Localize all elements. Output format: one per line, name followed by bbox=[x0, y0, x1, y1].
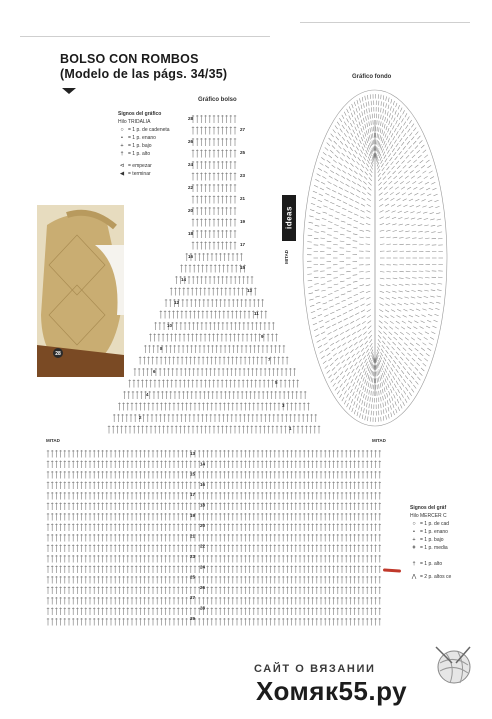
row-number: 4 bbox=[146, 392, 149, 397]
row-number: 28 bbox=[188, 116, 194, 121]
base-mitad-label: MITAD bbox=[284, 250, 289, 264]
bag-photo bbox=[37, 205, 124, 377]
row-number: 14 bbox=[181, 277, 187, 282]
row-number: 5 bbox=[275, 380, 278, 385]
row-number: 19 bbox=[190, 512, 196, 518]
row-number: 22 bbox=[188, 185, 194, 190]
row-number: 20 bbox=[188, 208, 194, 213]
row-number: 6 bbox=[153, 369, 156, 374]
row-number: 10 bbox=[167, 323, 173, 328]
mitad-right-label: MITAD bbox=[372, 438, 386, 443]
row-number: 16 bbox=[200, 481, 206, 487]
row-number: 21 bbox=[190, 533, 196, 539]
bag-chart-label: Gráfico bolso bbox=[198, 97, 237, 103]
end-arrow-icon: ◀ bbox=[119, 171, 125, 177]
top-rule-1 bbox=[20, 36, 270, 37]
row-number: 7 bbox=[268, 357, 271, 362]
title-line-2: (Modelo de las págs. 34/35) bbox=[60, 67, 228, 81]
legend-text: = 1 p. media bbox=[420, 545, 448, 551]
slip-stitch-icon: • bbox=[413, 529, 415, 535]
legend-text: = 1 p. de cad bbox=[420, 521, 450, 527]
watermark-subtitle: САЙТ О ВЯЗАНИИ bbox=[254, 663, 376, 675]
bag-photo-image bbox=[37, 205, 124, 377]
legend-text: = 1 p. alto bbox=[420, 561, 443, 567]
row-number: 25 bbox=[190, 574, 196, 580]
row-number: 9 bbox=[261, 334, 264, 339]
legend-bottom-yarn: Hilo MERCER C bbox=[410, 513, 447, 519]
top-rule-2 bbox=[300, 22, 470, 23]
row-number: 15 bbox=[240, 265, 246, 270]
page-number: 28 bbox=[55, 351, 61, 357]
mitad-left-label: MITAD bbox=[46, 438, 60, 443]
single-crochet-icon: + bbox=[412, 537, 416, 543]
slip-stitch-icon: • bbox=[121, 135, 123, 141]
row-number: 13 bbox=[247, 288, 253, 293]
legend-text: = 1 p. alto bbox=[128, 151, 151, 157]
row-number: 22 bbox=[200, 543, 206, 549]
start-arrow-icon: ⊲ bbox=[119, 163, 125, 169]
row-number: 26 bbox=[188, 139, 194, 144]
legend-text: = 1 p. bajo bbox=[420, 537, 444, 543]
row-number: 24 bbox=[200, 564, 206, 570]
double-crochet-icon: † bbox=[412, 561, 416, 567]
double-crochet-icon: † bbox=[120, 151, 124, 157]
row-number: 21 bbox=[240, 196, 246, 201]
watermark-title: Хомяк55.ру bbox=[256, 676, 408, 706]
row-number: 3 bbox=[282, 403, 285, 408]
legend-text: = 1 p. enano bbox=[128, 135, 156, 141]
row-number: 2 bbox=[139, 415, 142, 420]
row-number: 24 bbox=[188, 162, 194, 167]
row-number: 29 bbox=[190, 615, 196, 621]
title-arrow-icon bbox=[62, 88, 76, 94]
legend-item bbox=[410, 544, 492, 552]
legend-text: = 1 p. enano bbox=[420, 529, 448, 535]
row-number: 17 bbox=[240, 242, 246, 247]
legend-top-yarn: Hilo TRIDALIA bbox=[118, 119, 151, 125]
row-number: 19 bbox=[240, 219, 246, 224]
legend-top-heading: Signos del gráfico bbox=[118, 111, 162, 117]
legend-text: = terminar bbox=[128, 171, 151, 177]
legend-item bbox=[410, 573, 492, 581]
base-chart-label: Gráfico fondo bbox=[352, 74, 392, 80]
legend-text: = 1 p. bajo bbox=[128, 143, 152, 149]
row-number: 14 bbox=[200, 461, 206, 467]
row-number: 8 bbox=[160, 346, 163, 351]
legend-bottom bbox=[410, 504, 492, 581]
ideas-logo: ideas bbox=[282, 195, 296, 241]
row-number: 28 bbox=[200, 605, 206, 611]
row-number: 23 bbox=[190, 554, 196, 559]
dc-decrease-icon: ⋀ bbox=[411, 574, 417, 580]
row-number: 1 bbox=[289, 426, 292, 431]
legend-bottom-heading: Signos del gráf bbox=[410, 505, 447, 511]
row-number: 27 bbox=[190, 595, 196, 601]
half-double-crochet-icon: ǂ bbox=[412, 545, 416, 551]
row-number: 18 bbox=[188, 231, 194, 236]
pattern-title bbox=[60, 52, 227, 82]
legend-item bbox=[410, 536, 492, 544]
row-number: 27 bbox=[240, 127, 246, 132]
base-chart bbox=[296, 80, 456, 440]
row-number: 25 bbox=[240, 150, 246, 155]
row-number: 13 bbox=[190, 451, 196, 456]
title-line-1: BOLSO CON ROMBOS bbox=[60, 52, 199, 66]
row-number: 11 bbox=[254, 311, 259, 316]
row-number: 26 bbox=[200, 584, 206, 590]
chain-stitch-icon: ○ bbox=[412, 521, 416, 527]
row-number: 20 bbox=[200, 523, 206, 529]
row-number: 17 bbox=[190, 492, 196, 498]
legend-item bbox=[410, 520, 492, 528]
legend-text: = 2 p. altos ce bbox=[420, 574, 452, 580]
legend-item bbox=[410, 528, 492, 536]
yarn-ball-icon bbox=[432, 645, 474, 685]
chain-stitch-icon: ○ bbox=[120, 127, 124, 133]
row-number: 23 bbox=[240, 173, 246, 178]
legend-text: = empezar bbox=[128, 163, 152, 169]
row-number: 18 bbox=[200, 502, 206, 508]
row-number: 12 bbox=[174, 300, 180, 305]
legend-text: = 1 p. de cadeneta bbox=[128, 127, 170, 133]
row-number: 15 bbox=[190, 471, 196, 477]
row-number: 16 bbox=[188, 254, 194, 259]
legend-item bbox=[410, 560, 492, 568]
single-crochet-icon: + bbox=[120, 143, 124, 149]
